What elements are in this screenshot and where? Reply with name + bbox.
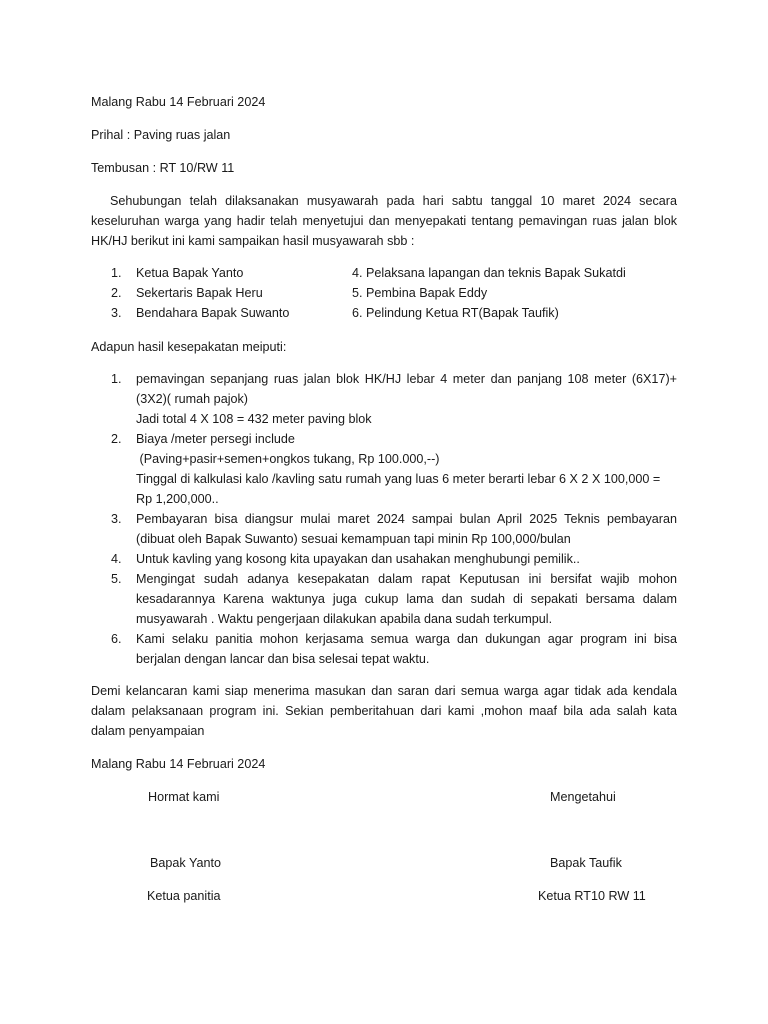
agreement-line: Kami selaku panitia mohon kerjasama semua warga dan dukungan agar program ini bisa berjalan dengan lancar dan bisa selesai tepat waktu. — [136, 632, 677, 666]
agreement-line: Jadi total 4 X 108 = 432 meter paving blok — [136, 412, 372, 426]
signature-greeting-right: Mengetahui — [550, 790, 616, 804]
agreement-number: 5. — [111, 572, 122, 586]
agreement-body — [136, 369, 677, 429]
roster-item: Ketua Bapak Yanto — [136, 266, 244, 280]
roster-number: 2. — [111, 286, 122, 300]
roster-row — [0, 263, 768, 283]
agreement-line: pemavingan sepanjang ruas jalan blok HK/HJ lebar 4 meter dan panjang 108 meter (6X17)+(3X2)( rumah pajok) — [136, 372, 677, 406]
roster-row — [0, 283, 768, 303]
agreement-body — [136, 569, 677, 629]
roster-row — [0, 303, 768, 323]
closing-paragraph: Demi kelancaran kami siap menerima masukan dan saran dari semua warga agar tidak ada kendala dalam pelaksanaan program ini. Sekian pemberitahuan dari kami ,mohon maaf bila ada salah kata dalam penyampaian — [91, 684, 677, 738]
roster-item: Bendahara Bapak Suwanto — [136, 306, 290, 320]
date-line: Malang Rabu 14 Februari 2024 — [91, 95, 266, 109]
cc-line: Tembusan : RT 10/RW 11 — [91, 161, 235, 175]
agreement-number: 3. — [111, 512, 122, 526]
signature-name-left: Bapak Yanto — [150, 856, 221, 870]
agreement-line: Biaya /meter persegi include — [136, 432, 295, 446]
agreement-number: 2. — [111, 432, 122, 446]
agreement-line: Untuk kavling yang kosong kita upayakan dan usahakan menghubungi pemilik.. — [136, 552, 580, 566]
signature-role-right: Ketua RT10 RW 11 — [538, 889, 646, 903]
roster-item: 6. Pelindung Ketua RT(Bapak Taufik) — [352, 306, 559, 320]
agreement-line: Mengingat sudah adanya kesepakatan dalam rapat Keputusan ini bersifat wajib mohon kesadarannya Karena waktunya juga cukup lama dan sudah di sepakati bersama dalam musyawarah . Waktu pengerjaan dilakukan apabila dana sudah terkumpul. — [136, 572, 677, 626]
agreement-body — [136, 629, 677, 669]
agreement-line: Rp 1,200,000.. — [136, 492, 219, 506]
subject-line: Prihal : Paving ruas jalan — [91, 128, 231, 142]
roster-item: Sekertaris Bapak Heru — [136, 286, 263, 300]
intro-paragraph: Sehubungan telah dilaksanakan musyawarah pada hari sabtu tanggal 10 maret 2024 secara keseluruhan warga yang hadir telah menyetujui dan menyepakati tentang pemavingan ruas jalan blok HK/HJ berikut ini kami sampaikan hasil musyawarah sbb : — [91, 194, 677, 248]
roster-number: 1. — [111, 266, 122, 280]
signature-role-left: Ketua panitia — [147, 889, 221, 903]
agreement-body — [136, 429, 677, 509]
agreement-heading: Adapun hasil kesepakatan meiputi: — [91, 340, 287, 354]
agreement-line: (Paving+pasir+semen+ongkos tukang, Rp 100.000,--) — [136, 452, 440, 466]
agreement-number: 6. — [111, 632, 122, 646]
agreement-number: 1. — [111, 372, 122, 386]
signature-greeting-left: Hormat kami — [148, 790, 220, 804]
agreement-number: 4. — [111, 552, 122, 566]
roster-number: 3. — [111, 306, 122, 320]
agreement-line: Pembayaran bisa diangsur mulai maret 2024 sampai bulan April 2025 Teknis pembayaran (dibuat oleh Bapak Suwanto) sesuai kemampuan tapi minin Rp 100,000/bulan — [136, 512, 677, 546]
roster-item: 4. Pelaksana lapangan dan teknis Bapak Sukatdi — [352, 266, 626, 280]
footer-date: Malang Rabu 14 Februari 2024 — [91, 757, 266, 771]
roster-item: 5. Pembina Bapak Eddy — [352, 286, 488, 300]
agreement-line: Tinggal di kalkulasi kalo /kavling satu rumah yang luas 6 meter berarti lebar 6 X 2 X 100,000 = — [136, 472, 661, 486]
signature-name-right: Bapak Taufik — [550, 856, 622, 870]
agreement-body — [136, 549, 677, 569]
agreement-body — [136, 509, 677, 549]
